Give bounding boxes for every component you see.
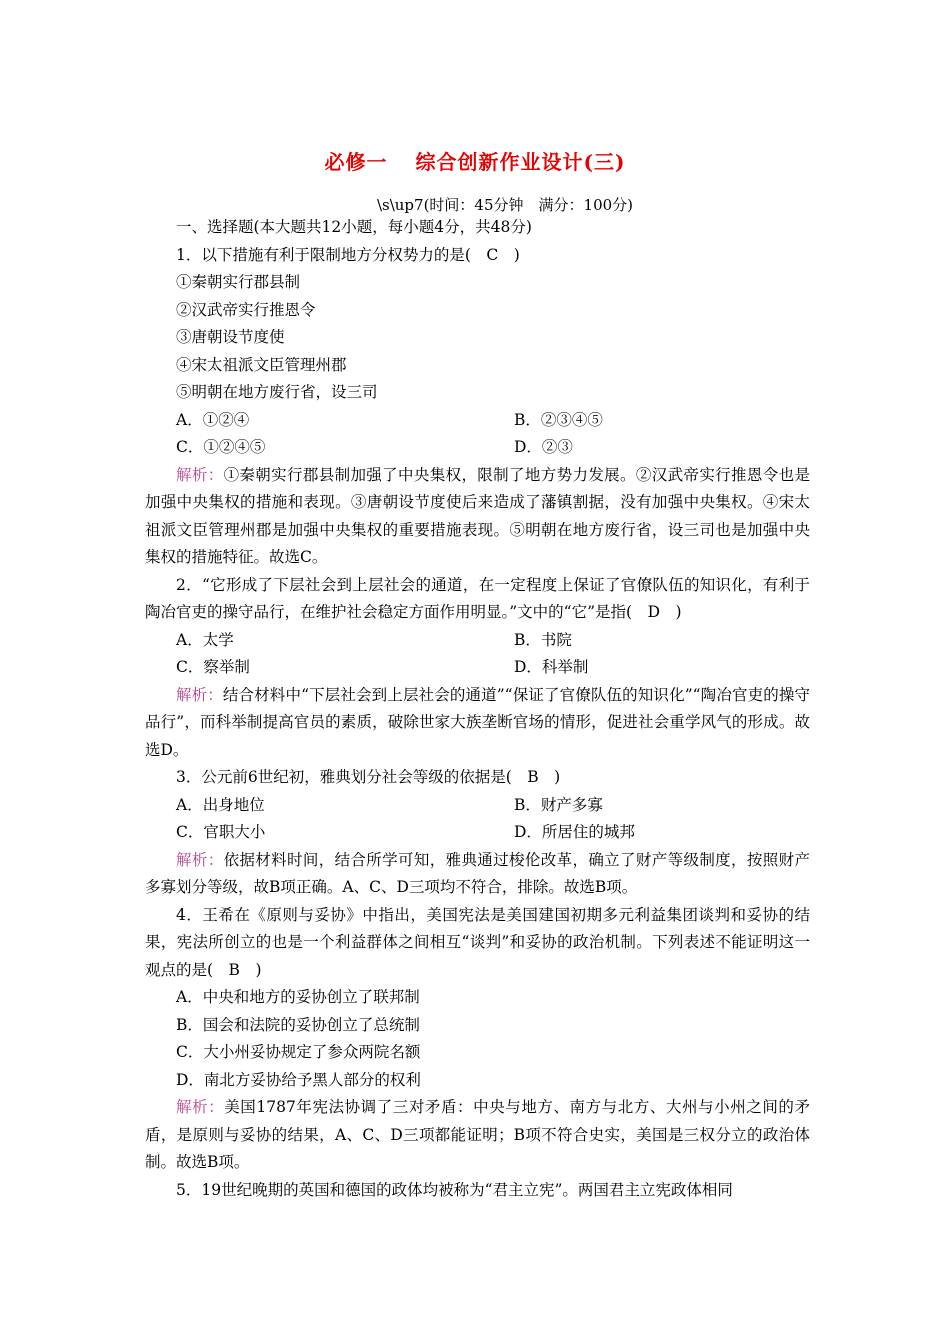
question-stem: 3．公元前6世纪初，雅典划分社会等级的依据是( B ): [176, 768, 561, 786]
list-item: ③唐朝设节度使: [176, 328, 285, 346]
option-row: [145, 434, 810, 462]
option-a: A．中央和地方的妥协创立了联邦制: [176, 988, 420, 1006]
option-row: [145, 819, 810, 847]
question-3: [145, 764, 810, 902]
option-d: D．科举制: [514, 658, 589, 676]
option-b: B．国会和法院的妥协创立了总统制: [176, 1015, 420, 1034]
option-row: [145, 654, 810, 682]
explanation: [145, 847, 810, 902]
explanation-label: 解析：: [176, 465, 224, 484]
explanation-text: 结合材料中“下层社会到上层社会的通道”“保证了官僚队伍的知识化”“陶冶官吏的操守品行”，而科举制提高官员的素质，破除世家大族垄断官场的情形，促进社会重学风气的形成。故选D。: [145, 685, 810, 759]
explanation-text: ①秦朝实行郡县制加强了中央集权，限制了地方势力发展。②汉武帝实行推恩令也是加强中央集权的措施和表现。③唐朝设节度使后来造成了藩镇割据，没有加强中央集权。④宋太祖派文臣管理州郡是加强中央集权的重要措施表现。⑤明朝在地方废行省，设三司也是加强中央集权的措施特征。故选C。: [145, 465, 810, 566]
option-a: A．太学: [176, 630, 234, 649]
option-c: C．官职大小: [176, 823, 266, 841]
option-a: A．出身地位: [176, 795, 265, 814]
title-right: 综合创新作业设计(三): [415, 150, 626, 174]
list-item: ⑤明朝在地方废行省，设三司: [176, 383, 378, 401]
explanation: [145, 462, 810, 572]
question-stem: 1．以下措施有利于限制地方分权势力的是( C ): [176, 245, 520, 264]
option-row: [145, 407, 810, 435]
question-stem: 5．19世纪晚期的英国和德国的政体均被称为“君主立宪”。两国君主立宪政体相同: [176, 1180, 733, 1199]
question-4: [145, 902, 810, 1177]
option-a: A．①②④: [176, 410, 250, 429]
question-5: [145, 1177, 810, 1205]
section-heading: 一、选择题(本大题共12小题，每小题4分，共48分): [176, 218, 532, 236]
explanation-label: 解析：: [176, 1098, 225, 1116]
explanation: [145, 682, 810, 765]
content: [145, 214, 810, 1204]
option-b: B．②③④⑤: [514, 410, 603, 429]
title-left: 必修一: [324, 150, 388, 174]
list-item: ④宋太祖派文臣管理州郡: [176, 355, 347, 374]
time-score-line: \s\up7(时间：45分钟 满分：100分): [376, 196, 634, 214]
option-d: D．所居住的城邦: [514, 823, 635, 841]
explanation: [145, 1094, 810, 1177]
question-2: [145, 572, 810, 765]
option-b: B．书院: [514, 630, 572, 649]
list-item: ②汉武帝实行推恩令: [176, 300, 316, 319]
option-b: B．财产多寡: [514, 795, 603, 814]
explanation-label: 解析：: [176, 850, 224, 869]
option-d: D．南北方妥协给予黑人部分的权利: [176, 1070, 421, 1089]
explanation-text: 美国1787年宪法协调了三对矛盾：中央与地方、南方与北方、大州与小州之间的矛盾，是原则与妥协的结果，A、C、D三项都能证明；B项不符合史实，美国是三权分立的政治体制。故选B项。: [145, 1098, 810, 1171]
option-c: C．察举制: [176, 658, 250, 676]
option-c: C．大小州妥协规定了参众两院名额: [176, 1043, 421, 1061]
explanation-text: 依据材料时间，结合所学可知，雅典通过梭伦改革，确立了财产等级制度，按照财产多寡划分等级，故B项正确。A、C、D三项均不符合，排除。故选B项。: [145, 850, 810, 896]
option-row: [145, 792, 810, 820]
page-title: [0, 146, 950, 175]
question-1: [145, 242, 810, 572]
explanation-label: 解析：: [176, 685, 223, 704]
option-d: D．②③: [514, 438, 573, 456]
question-stem: 4．王希在《原则与妥协》中指出，美国宪法是美国建国初期多元利益集团谈判和妥协的结果，宪法所创立的也是一个利益群体之间相互“谈判”和妥协的政治机制。下列表述不能证明这一观点的是( B ): [145, 905, 810, 979]
option-c: C．①②④⑤: [176, 438, 266, 456]
option-row: [145, 627, 810, 655]
list-item: ①秦朝实行郡县制: [176, 273, 301, 291]
question-stem: 2．“它形成了下层社会到上层社会的通道，在一定程度上保证了官僚队伍的知识化，有利于陶冶官吏的操守品行，在维护社会稳定方面作用明显。”文中的“它”是指( D ): [145, 575, 810, 621]
